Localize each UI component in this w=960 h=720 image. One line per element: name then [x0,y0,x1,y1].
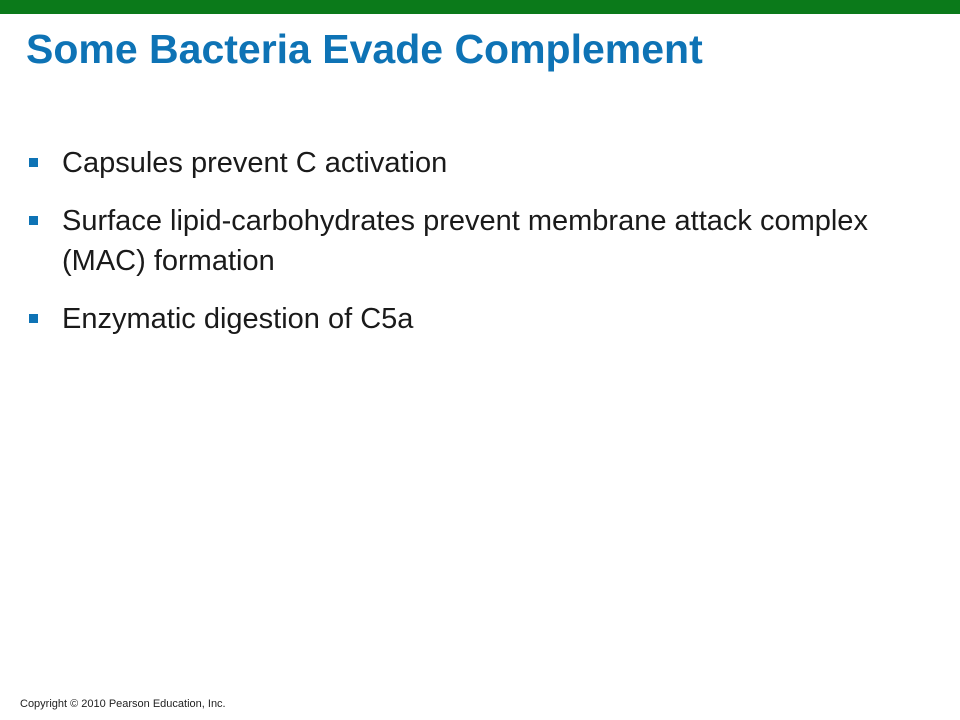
bullet-list [28,143,928,357]
square-bullet-icon [29,158,38,167]
top-accent-bar [0,0,960,14]
bullet-text: Enzymatic digestion of C5a [62,303,414,335]
bullet-text: Surface lipid-carbohydrates prevent membrane attack complex (MAC) formation [62,205,868,277]
bullet-item [28,299,928,339]
bullet-item [28,201,928,281]
copyright-footer: Copyright © 2010 Pearson Education, Inc. [20,698,226,710]
square-bullet-icon [29,314,38,323]
slide-title: Some Bacteria Evade Complement [26,26,703,72]
bullet-text: Capsules prevent C activation [62,147,448,179]
bullet-item [28,143,928,183]
square-bullet-icon [29,216,38,225]
